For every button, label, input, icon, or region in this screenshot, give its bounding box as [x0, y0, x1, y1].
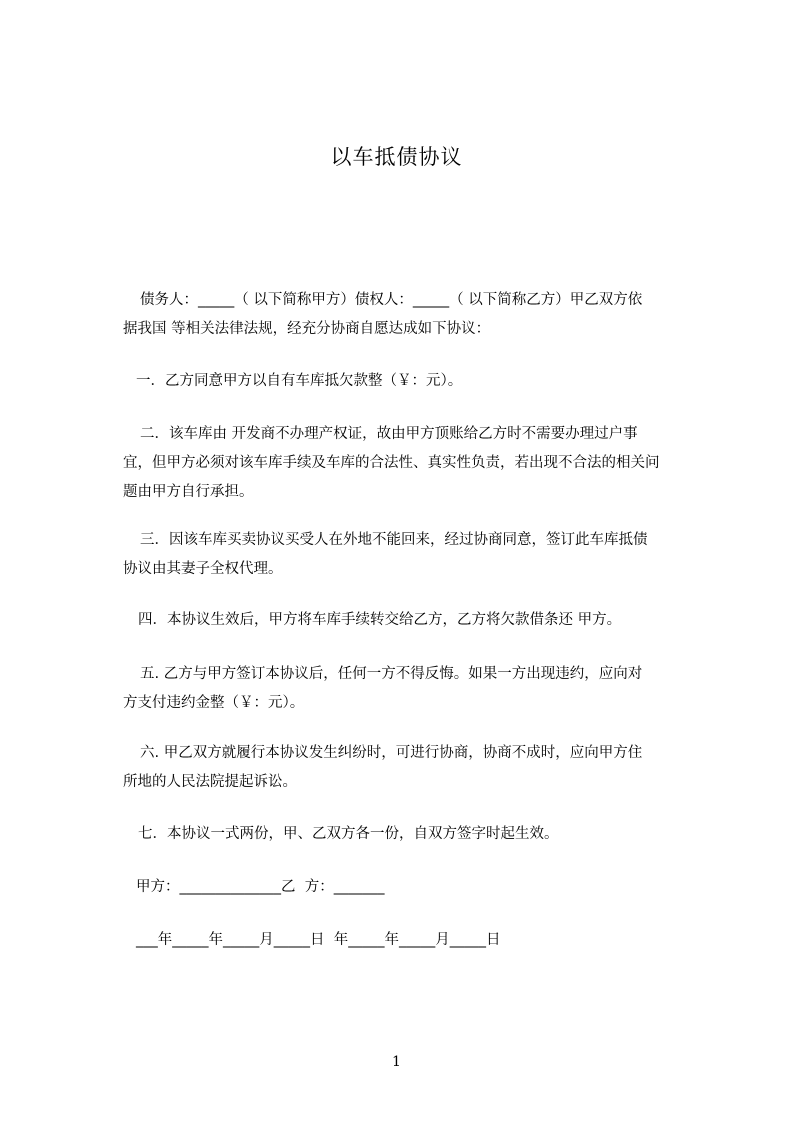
- intro-line-2: 据我国 等相关法律法规，经充分协商自愿达成如下协议：: [123, 321, 491, 337]
- clause-2-line-2: 宜，但甲方必须对该车库手续及车库的合法性、真实性负责，若出现不合法的相关问: [123, 455, 660, 471]
- clause-4: [136, 606, 702, 635]
- clause-5: [123, 660, 702, 718]
- document-title: 以车抵债协议: [330, 145, 463, 169]
- clause-5-line-2: 方支付违约金整（￥：元）。: [123, 695, 305, 711]
- clause-6: [123, 739, 702, 797]
- clause-1-line-1: 一．乙方同意甲方以自有车库抵欠款整（￥：元）。: [136, 373, 463, 389]
- clause-6-line-1: 六. 甲乙双方就履行本协议发生纠纷时，可进行协商，协商不成时，应向甲方住: [140, 745, 643, 761]
- page-number: 1: [392, 1054, 401, 1070]
- clause-4-line-1: 四．本协议生效后，甲方将车库手续转交给乙方，乙方将欠款借条还 甲方。: [138, 612, 622, 628]
- clause-2-line-1: 二．该车库由 开发商不办理产权证，故由甲方顶账给乙方时不需要办理过户事: [140, 426, 638, 442]
- clause-2-line-3: 题由甲方自行承担。: [123, 484, 254, 500]
- clause-3: [123, 526, 702, 584]
- clause-2: [123, 420, 702, 507]
- intro-paragraph: [123, 286, 702, 344]
- clause-1: [136, 367, 702, 396]
- clause-7: [136, 820, 702, 849]
- clause-6-line-2: 所地的人民法院提起诉讼。: [123, 774, 297, 790]
- clause-5-line-1: 五. 乙方与甲方签订本协议后，任何一方不得反悔。如果一方出现违约，应向对: [140, 666, 643, 682]
- clause-3-line-1: 三．因该车库买卖协议买受人在外地不能回来，经过协商同意，签订此车库抵债: [140, 532, 648, 548]
- clause-7-line-1: 七．本协议一式两份，甲、乙双方各一份，自双方签字时起生效。: [138, 826, 559, 842]
- date-line: ___年_____年_____月_____日 年_____年_____月_____日: [136, 932, 501, 948]
- intro-line-1: 债务人：_____（ 以下简称甲方）债权人：_____（ 以下简称乙方）甲乙双方依: [140, 292, 643, 308]
- clause-3-line-2: 协议由其妻子全权代理。: [123, 561, 283, 577]
- signature-line: 甲方：______________乙 方：_______: [136, 879, 385, 895]
